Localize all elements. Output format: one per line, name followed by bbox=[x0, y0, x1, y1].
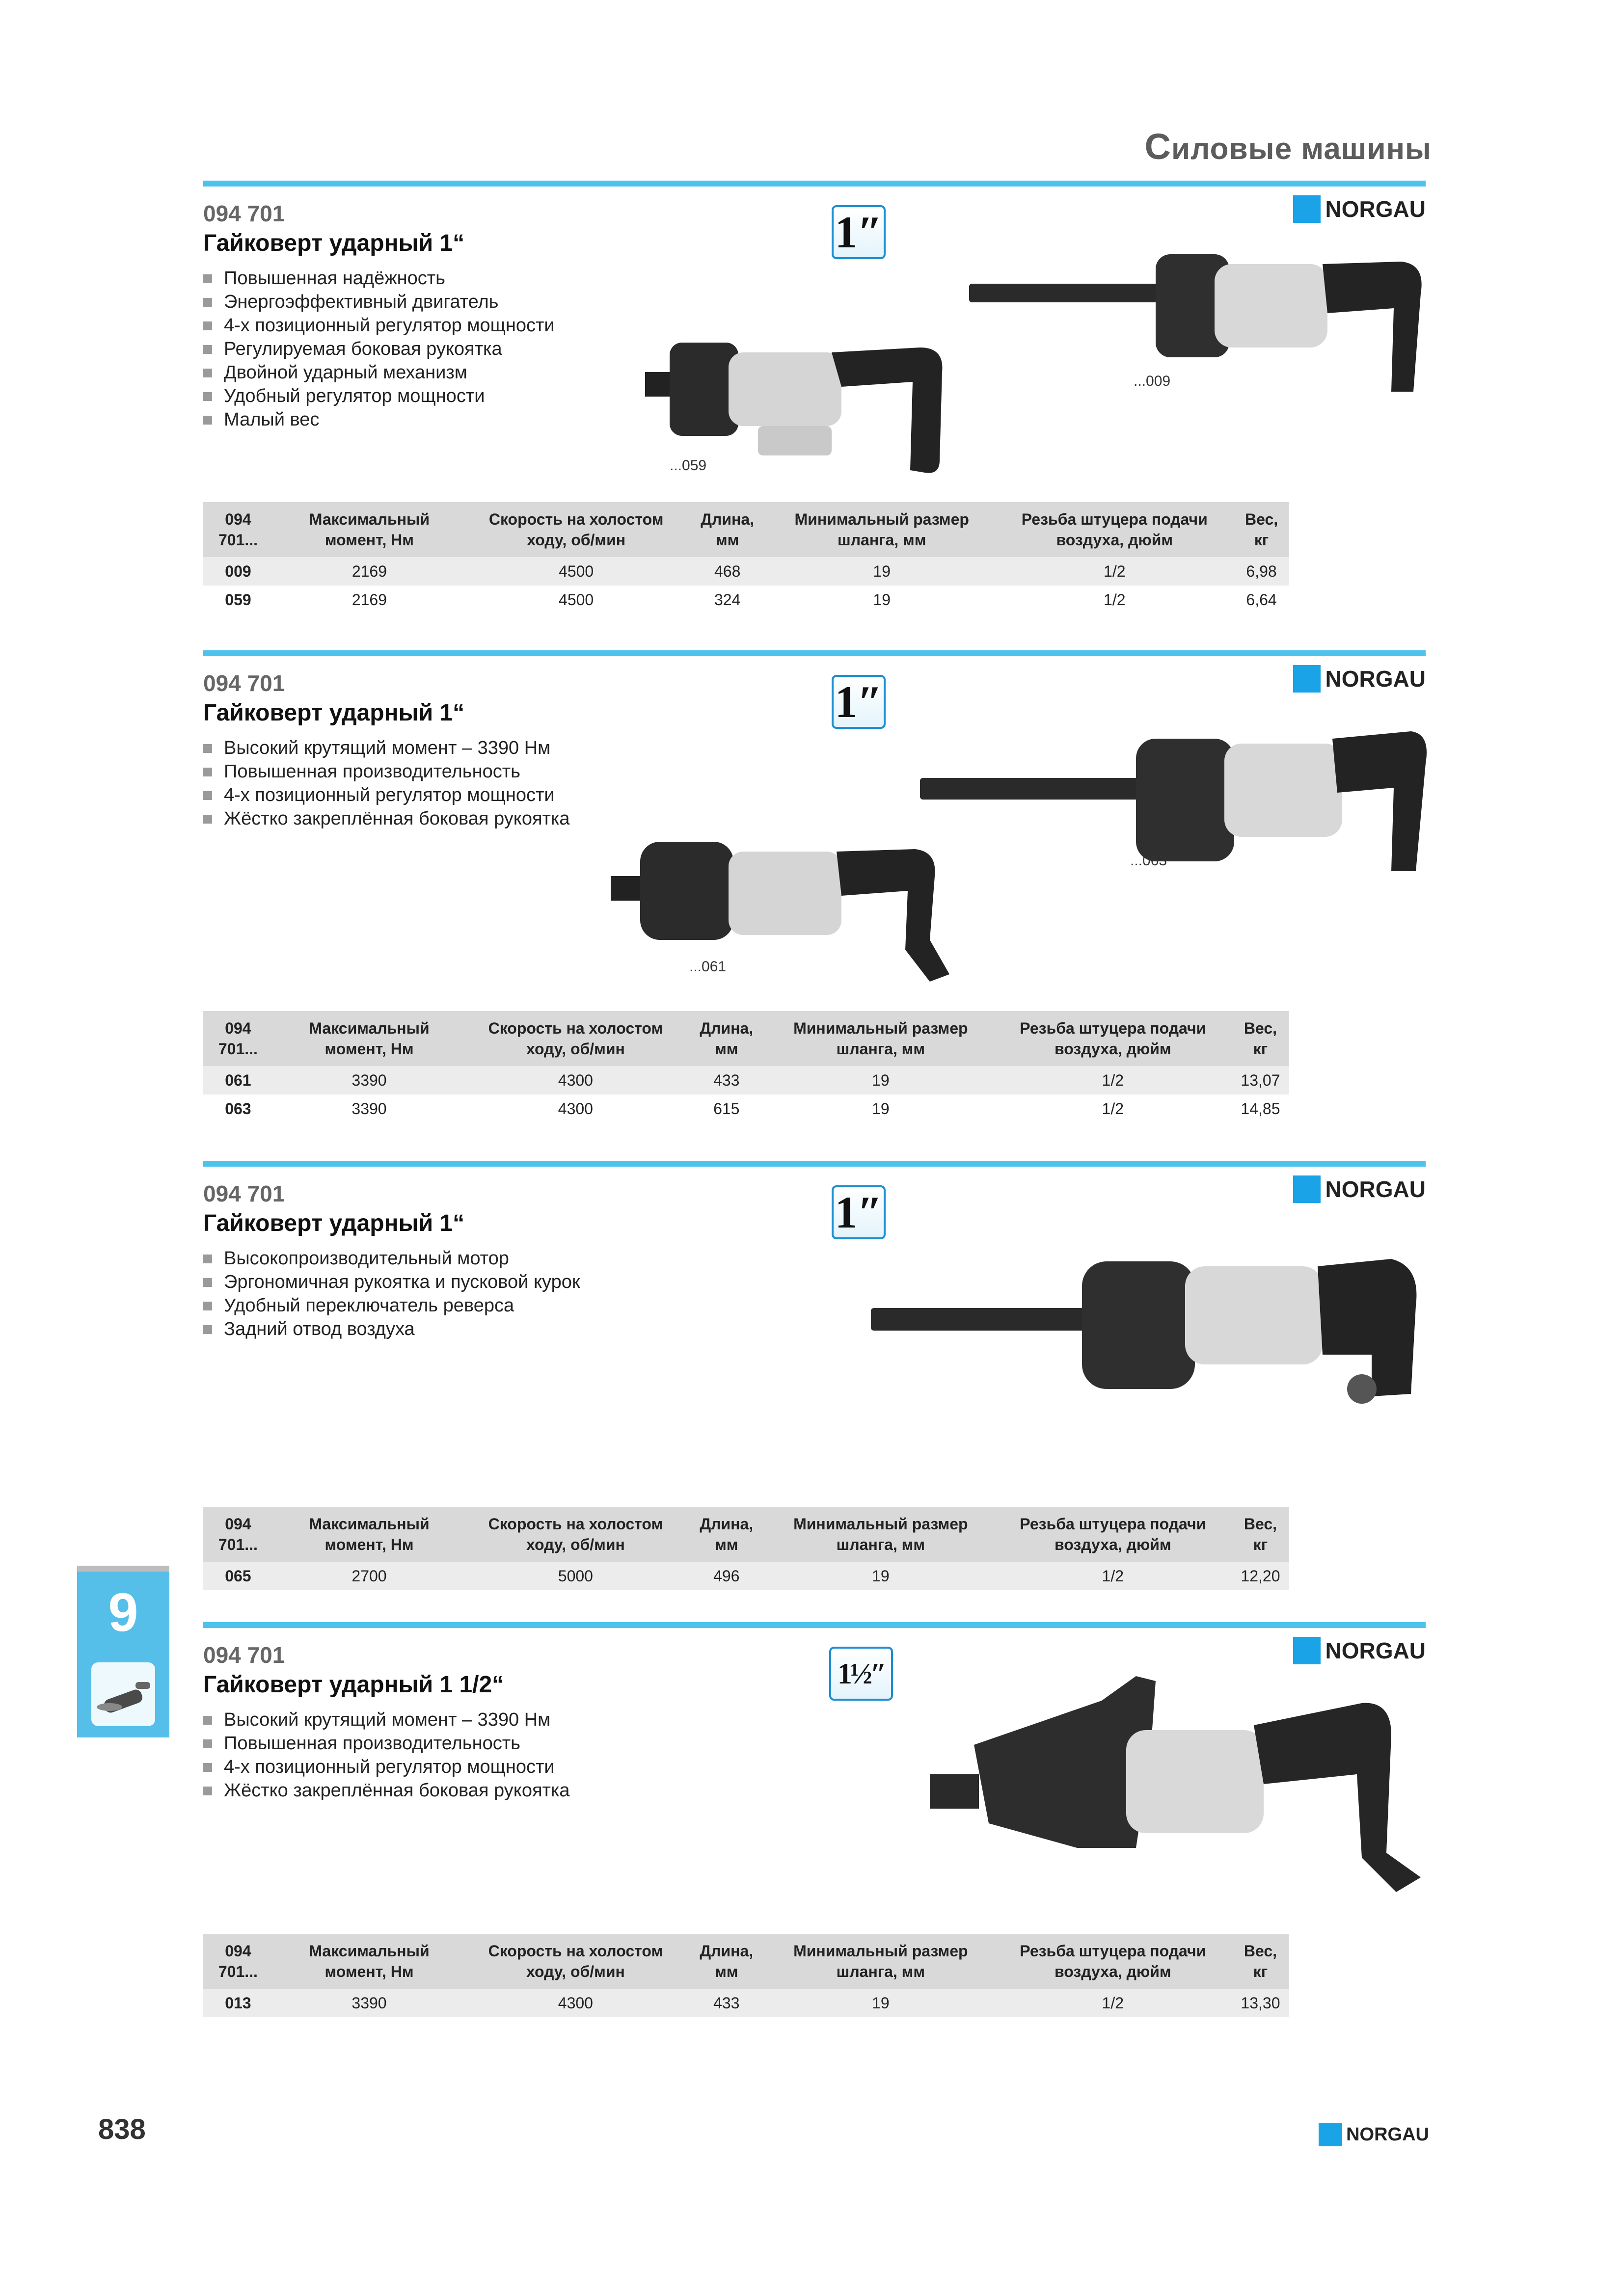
cell-thread: 1/2 bbox=[994, 1095, 1232, 1123]
col-speed: Скорость на холостом ходу, об/мин bbox=[465, 1507, 685, 1562]
col-article: 094 701... bbox=[203, 502, 273, 557]
cell-speed: 5000 bbox=[465, 1562, 685, 1590]
col-length: Длина, мм bbox=[686, 1934, 767, 1989]
table-row bbox=[203, 1095, 1289, 1123]
feature-list bbox=[203, 736, 570, 830]
product-code: 094 701 bbox=[203, 670, 285, 696]
cell-article: 009 bbox=[203, 557, 273, 586]
cell-hose: 19 bbox=[768, 557, 995, 586]
drive-size-badge: 1½″ bbox=[829, 1647, 893, 1701]
cell-length: 496 bbox=[686, 1562, 767, 1590]
cell-article: 059 bbox=[203, 586, 273, 614]
impact-wrench-image bbox=[645, 313, 989, 475]
variant-label: ...061 bbox=[689, 959, 727, 975]
drive-size-badge: 1″ bbox=[832, 205, 886, 259]
col-hose: Минимальный размер шланга, мм bbox=[767, 1934, 994, 1989]
col-weight: Вес, кг bbox=[1232, 1011, 1289, 1066]
col-torque: Максимальный момент, Нм bbox=[273, 1934, 465, 1989]
spec-table bbox=[203, 1011, 1289, 1123]
product-title: Гайковерт ударный 1“ bbox=[203, 1210, 465, 1236]
feature-list bbox=[203, 267, 555, 431]
cell-hose: 19 bbox=[768, 586, 995, 614]
section-divider bbox=[203, 650, 1426, 656]
cell-thread: 1/2 bbox=[995, 557, 1234, 586]
feature-item: Жёстко закреплённая боковая рукоятка bbox=[203, 807, 570, 830]
col-hose: Минимальный размер шланга, мм bbox=[767, 1011, 994, 1066]
chapter-tab[interactable] bbox=[77, 1566, 169, 1737]
brand-logo bbox=[1293, 1637, 1426, 1664]
brand-logo bbox=[1293, 195, 1426, 223]
cell-speed: 4500 bbox=[466, 557, 686, 586]
cell-weight: 14,85 bbox=[1232, 1095, 1289, 1123]
cell-length: 433 bbox=[686, 1066, 767, 1095]
impact-wrench-image bbox=[920, 704, 1431, 881]
feature-item: Малый вес bbox=[203, 408, 555, 431]
cell-weight: 6,64 bbox=[1234, 586, 1289, 614]
footer-brand-logo bbox=[1319, 2123, 1429, 2146]
cell-torque: 2169 bbox=[273, 586, 466, 614]
cell-torque: 2700 bbox=[273, 1562, 465, 1590]
page-header-initial: С bbox=[1144, 126, 1171, 167]
feature-item: Удобный регулятор мощности bbox=[203, 384, 555, 408]
product-title: Гайковерт ударный 1“ bbox=[203, 700, 465, 726]
product-code: 094 701 bbox=[203, 1181, 285, 1206]
cell-article: 061 bbox=[203, 1066, 273, 1095]
cell-length: 433 bbox=[686, 1989, 767, 2017]
cell-thread: 1/2 bbox=[994, 1066, 1232, 1095]
section-divider bbox=[203, 1161, 1426, 1167]
impact-wrench-image bbox=[611, 817, 969, 984]
cell-length: 324 bbox=[686, 586, 768, 614]
table-row bbox=[203, 1066, 1289, 1095]
col-thread: Резьба штуцера подачи воздуха, дюйм bbox=[994, 1011, 1232, 1066]
col-weight: Вес, кг bbox=[1232, 1507, 1289, 1562]
variant-label: ...063 bbox=[1130, 853, 1167, 869]
brand-square-icon bbox=[1293, 1637, 1321, 1664]
angle-grinder-icon bbox=[89, 1660, 158, 1729]
feature-item: 4-х позиционный регулятор мощности bbox=[203, 314, 555, 337]
brand-square-icon bbox=[1319, 2123, 1342, 2146]
col-thread: Резьба штуцера подачи воздуха, дюйм bbox=[994, 1507, 1232, 1562]
spec-table bbox=[203, 502, 1289, 614]
col-torque: Максимальный момент, Нм bbox=[273, 1011, 465, 1066]
page-header bbox=[1145, 126, 1432, 167]
col-thread: Резьба штуцера подачи воздуха, дюйм bbox=[995, 502, 1234, 557]
cell-article: 063 bbox=[203, 1095, 273, 1123]
brand-name: NORGAU bbox=[1325, 666, 1426, 692]
cell-torque: 3390 bbox=[273, 1989, 465, 2017]
brand-logo bbox=[1293, 665, 1426, 693]
cell-speed: 4300 bbox=[465, 1095, 685, 1123]
cell-length: 468 bbox=[686, 557, 768, 586]
variant-label: ...009 bbox=[1134, 373, 1171, 389]
cell-torque: 3390 bbox=[273, 1066, 465, 1095]
product-title: Гайковерт ударный 1 1/2“ bbox=[203, 1672, 504, 1698]
page-header-rest: иловые машины bbox=[1171, 132, 1432, 166]
section-divider bbox=[203, 181, 1426, 187]
cell-speed: 4500 bbox=[466, 586, 686, 614]
cell-speed: 4300 bbox=[465, 1066, 685, 1095]
brand-name: NORGAU bbox=[1325, 1638, 1426, 1663]
cell-weight: 12,20 bbox=[1232, 1562, 1289, 1590]
cell-weight: 6,98 bbox=[1234, 557, 1289, 586]
feature-item: Высокопроизводительный мотор bbox=[203, 1247, 580, 1270]
table-row bbox=[203, 1562, 1289, 1590]
impact-wrench-image bbox=[930, 1661, 1431, 1897]
feature-item: Удобный переключатель реверса bbox=[203, 1294, 580, 1317]
feature-item: Высокий крутящий момент – 3390 Нм bbox=[203, 1708, 570, 1732]
feature-item: 4-х позиционный регулятор мощности bbox=[203, 1755, 570, 1779]
cell-hose: 19 bbox=[767, 1066, 994, 1095]
brand-square-icon bbox=[1293, 1175, 1321, 1203]
page-number: 838 bbox=[98, 2113, 146, 2145]
product-section-3 bbox=[203, 1161, 1426, 1602]
brand-square-icon bbox=[1293, 195, 1321, 223]
product-title: Гайковерт ударный 1“ bbox=[203, 230, 465, 256]
drive-size-badge: 1″ bbox=[832, 1185, 886, 1239]
cell-weight: 13,07 bbox=[1232, 1066, 1289, 1095]
table-row bbox=[203, 557, 1289, 586]
cell-weight: 13,30 bbox=[1232, 1989, 1289, 2017]
product-code: 094 701 bbox=[203, 1642, 285, 1668]
product-code: 094 701 bbox=[203, 201, 285, 226]
col-article: 094 701... bbox=[203, 1934, 273, 1989]
feature-item: Высокий крутящий момент – 3390 Нм bbox=[203, 736, 570, 760]
col-length: Длина, мм bbox=[686, 1011, 767, 1066]
spec-table bbox=[203, 1507, 1289, 1590]
brand-square-icon bbox=[1293, 665, 1321, 693]
brand-name: NORGAU bbox=[1325, 1176, 1426, 1202]
cell-hose: 19 bbox=[767, 1562, 994, 1590]
col-torque: Максимальный момент, Нм bbox=[273, 502, 466, 557]
feature-item: Повышенная надёжность bbox=[203, 267, 555, 290]
feature-item: 4-х позиционный регулятор мощности bbox=[203, 783, 570, 807]
variant-label: ...059 bbox=[670, 457, 707, 474]
product-section-2 bbox=[203, 650, 1426, 1161]
col-length: Длина, мм bbox=[686, 1507, 767, 1562]
cell-thread: 1/2 bbox=[994, 1989, 1232, 2017]
table-row bbox=[203, 1989, 1289, 2017]
cell-hose: 19 bbox=[767, 1989, 994, 2017]
table-row bbox=[203, 586, 1289, 614]
col-article: 094 701... bbox=[203, 1011, 273, 1066]
col-hose: Минимальный размер шланга, мм bbox=[768, 502, 995, 557]
col-speed: Скорость на холостом ходу, об/мин bbox=[465, 1011, 685, 1066]
cell-speed: 4300 bbox=[465, 1989, 685, 2017]
cell-article: 013 bbox=[203, 1989, 273, 2017]
cell-article: 065 bbox=[203, 1562, 273, 1590]
cell-hose: 19 bbox=[767, 1095, 994, 1123]
feature-item: Задний отвод воздуха bbox=[203, 1317, 580, 1341]
brand-logo bbox=[1293, 1175, 1426, 1203]
feature-item: Эргономичная рукоятка и пусковой курок bbox=[203, 1270, 580, 1294]
cell-thread: 1/2 bbox=[995, 586, 1234, 614]
feature-item: Повышенная производительность bbox=[203, 1732, 570, 1755]
footer-brand-name: NORGAU bbox=[1346, 2124, 1429, 2145]
cell-torque: 3390 bbox=[273, 1095, 465, 1123]
feature-item: Двойной ударный механизм bbox=[203, 361, 555, 384]
cell-torque: 2169 bbox=[273, 557, 466, 586]
cell-thread: 1/2 bbox=[994, 1562, 1232, 1590]
col-weight: Вес, кг bbox=[1234, 502, 1289, 557]
impact-wrench-image bbox=[969, 235, 1435, 397]
col-torque: Максимальный момент, Нм bbox=[273, 1507, 465, 1562]
brand-name: NORGAU bbox=[1325, 196, 1426, 222]
chapter-number: 9 bbox=[108, 1582, 138, 1643]
col-length: Длина, мм bbox=[686, 502, 768, 557]
col-article: 094 701... bbox=[203, 1507, 273, 1562]
col-speed: Скорость на холостом ходу, об/мин bbox=[465, 1934, 685, 1989]
feature-list bbox=[203, 1247, 580, 1341]
spec-table bbox=[203, 1934, 1289, 2017]
drive-size-badge: 1″ bbox=[832, 675, 886, 729]
feature-list bbox=[203, 1708, 570, 1802]
impact-wrench-image bbox=[871, 1227, 1426, 1414]
col-speed: Скорость на холостом ходу, об/мин bbox=[466, 502, 686, 557]
product-section-1 bbox=[203, 181, 1426, 637]
section-divider bbox=[203, 1622, 1426, 1628]
feature-item: Жёстко закреплённая боковая рукоятка bbox=[203, 1779, 570, 1802]
feature-item: Энергоэффективный двигатель bbox=[203, 290, 555, 314]
cell-length: 615 bbox=[686, 1095, 767, 1123]
feature-item: Регулируемая боковая рукоятка bbox=[203, 337, 555, 361]
col-hose: Минимальный размер шланга, мм bbox=[767, 1507, 994, 1562]
col-thread: Резьба штуцера подачи воздуха, дюйм bbox=[994, 1934, 1232, 1989]
col-weight: Вес, кг bbox=[1232, 1934, 1289, 1989]
feature-item: Повышенная производительность bbox=[203, 760, 570, 783]
product-section-4 bbox=[203, 1622, 1426, 2064]
